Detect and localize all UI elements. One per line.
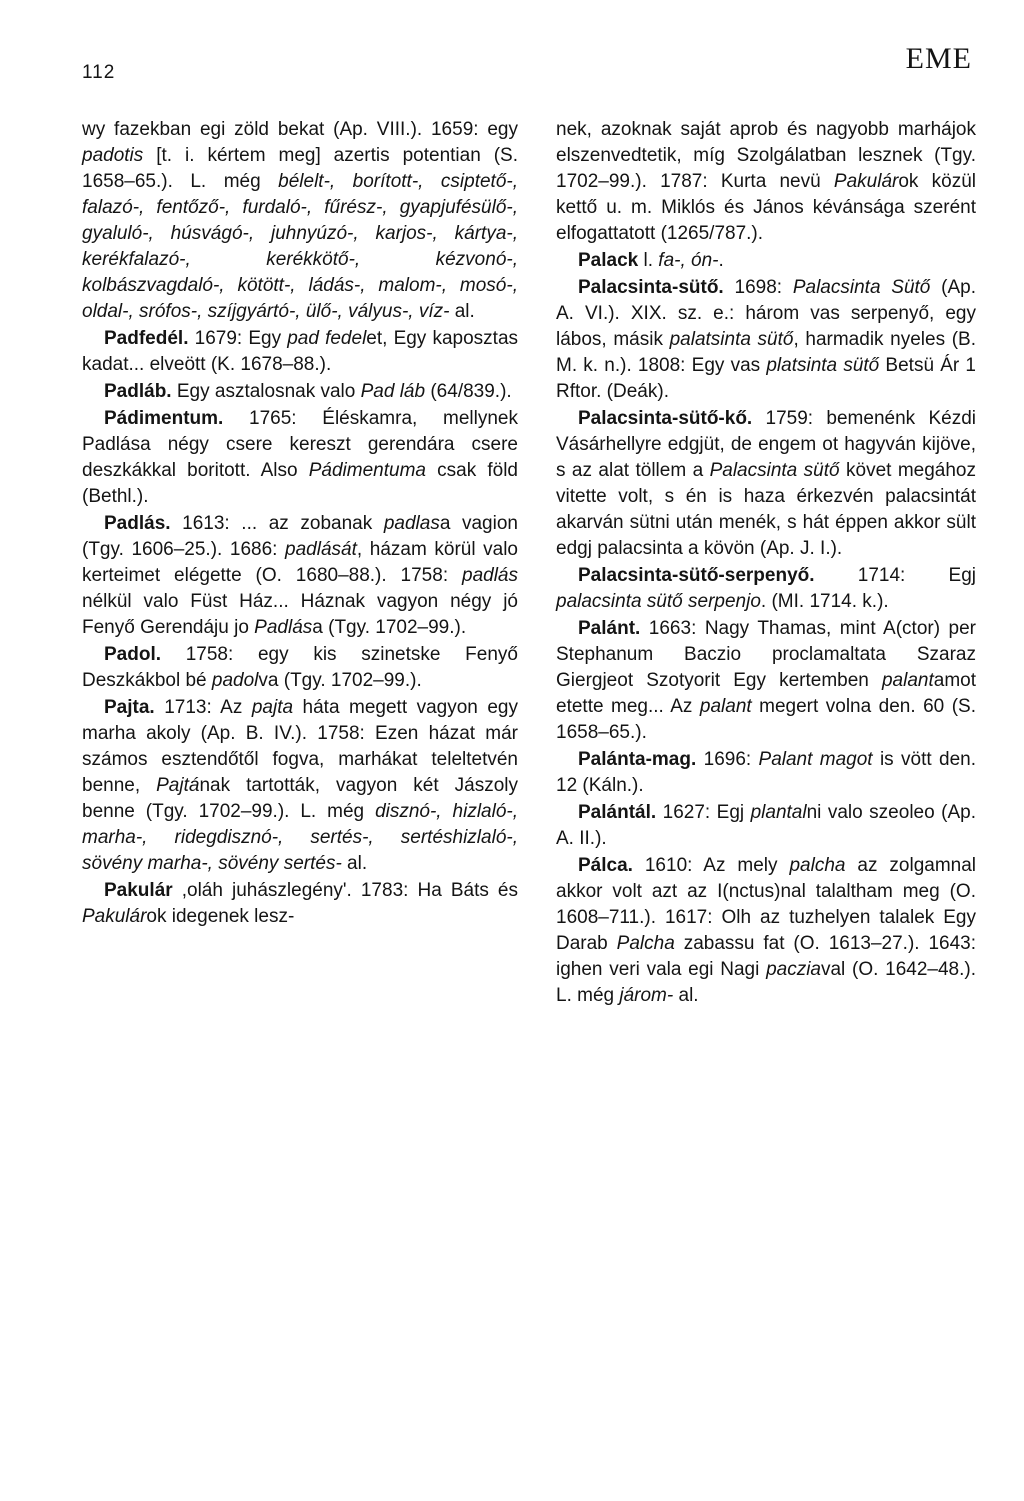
italic-text: Pakulár xyxy=(82,906,147,927)
entry-text: 1758: egy kis szinetske Fenyő Deszkákbol bé xyxy=(82,644,518,691)
entry-headword: Pálca. xyxy=(578,855,633,876)
italic-text: Palacsinta sütő xyxy=(709,460,840,481)
entry-text: 1679: Egy xyxy=(188,328,288,349)
entry-text: val (O. 1642–48.). L. még xyxy=(556,959,976,1006)
entry-text: zabassu fat (O. 1613–27.). 1643: ighen veri vala egi Nagi xyxy=(556,933,977,980)
italic-text: plantal xyxy=(750,802,807,823)
italic-text: Palant magot xyxy=(758,749,873,770)
entry-text: et, Egy kaposztas kadat... elveött (K. 1678–88.). xyxy=(82,328,519,375)
entry-text: ,oláh juhászlegény'. 1783: Ha Báts és xyxy=(172,880,518,901)
page-number: 112 xyxy=(82,62,116,83)
entry-text: Betsü Ár 1 Rftor. (Deák). xyxy=(556,355,976,402)
entry-headword: Pádimentum. xyxy=(104,408,224,429)
entry-text: 1698: xyxy=(723,277,793,298)
italic-text: padlas xyxy=(383,513,440,534)
entry-text: csak föld (Bethl.). xyxy=(82,460,518,507)
entry-text: al. xyxy=(341,853,368,874)
italic-text: palant xyxy=(699,696,752,717)
entry-text: [t. i. kértem meg] azertis potentian (S. 1658–65.). L. még xyxy=(82,145,518,192)
entry-text: a vagion (Tgy. 1606–25.). 1686: xyxy=(82,513,518,560)
italic-text: padlását xyxy=(285,539,357,560)
entry-headword: Padláb. xyxy=(104,381,172,402)
entry-text: is vött den. 12 (Káln.). xyxy=(556,749,976,796)
dictionary-entry xyxy=(556,616,976,746)
running-head: EME xyxy=(905,42,972,75)
entry-text: Egy asztalosnak valo xyxy=(171,381,361,402)
entry-text: . xyxy=(718,250,724,271)
entry-text: a (Tgy. 1702–99.). xyxy=(312,617,467,638)
dictionary-entry xyxy=(82,878,518,930)
entry-text: al. xyxy=(673,985,699,1006)
italic-text: fa-, ón- xyxy=(658,250,719,271)
entry-text: , harmadik nyeles (B. M. k. n.). 1808: Egy vas xyxy=(556,329,977,376)
dictionary-entry xyxy=(556,275,976,405)
italic-text: platsinta sütő xyxy=(766,355,880,376)
entry-text: 1759: bemenénk Kézdi Vásárhellyre edgjüt, de engem ot hagyván kijöve, s az alat töllem a xyxy=(556,408,976,481)
dictionary-entry xyxy=(82,642,518,694)
italic-text: palacsinta sütő serpenjo xyxy=(556,591,761,612)
dictionary-entry xyxy=(82,117,518,325)
italic-text: palatsinta sütő xyxy=(669,329,794,350)
entry-text: 1627: Egj xyxy=(656,802,751,823)
italic-text: padlás xyxy=(462,565,518,586)
italic-text: palant xyxy=(881,670,934,691)
italic-text: Padlás xyxy=(254,617,313,638)
italic-text: palcha xyxy=(789,855,846,876)
dictionary-entry xyxy=(82,406,518,510)
entry-headword: Padlás. xyxy=(104,513,171,534)
italic-text: pajta xyxy=(251,697,294,718)
entry-text: ok idegenek lesz- xyxy=(146,906,295,927)
dictionary-entry xyxy=(82,695,518,877)
entry-text: nélkül valo Füst Ház... Háznak vagyon négy jó Fenyő Gerendáju jo xyxy=(82,591,518,638)
entry-text: 1610: Az mely xyxy=(632,855,790,876)
italic-text: paczia xyxy=(766,959,821,980)
entry-headword: Pajta. xyxy=(104,697,155,718)
entry-headword: Pakulár xyxy=(104,880,173,901)
entry-text: nek, azoknak saját aprob és nagyobb marhájok elszenvedtetik, míg Szolgálatban lesznek (Tgy. 1702–99.). 1787: Kurta nevü xyxy=(556,119,976,192)
entry-text: 1613: ... az zobanak xyxy=(170,513,384,534)
entry-text: va (Tgy. 1702–99.). xyxy=(258,670,422,691)
entry-text: háta megett vagyon egy marha akoly (Ap. B. IV.). 1758: Ezen házat már számos esztendőtől fogva, marhákat teleltetvén benne, xyxy=(82,697,518,796)
entry-text: 1765: Éléskamra, mellynek Padlása négy csere kereszt gerendára csere deszkákkal boritott. Also xyxy=(82,408,518,481)
italic-text: Palcha xyxy=(616,933,675,954)
italic-text: Palacsinta Sütő xyxy=(792,277,931,298)
entry-text: (Ap. A. VI.). XIX. sz. e.: három vas serpenyő, egy lábos, másik xyxy=(556,277,977,350)
dictionary-entry xyxy=(556,406,976,562)
dictionary-entry xyxy=(556,248,976,274)
entry-text: 1714: Egj xyxy=(814,565,976,586)
entry-text: 1663: Nagy Thamas, mint A(ctor) per Stephanum Baczio proclamaltata Szaraz Giergjeot Szotyorit Egy kertemben xyxy=(556,618,976,691)
italic-text: Pakulár xyxy=(833,171,899,192)
entry-headword: Palánt. xyxy=(578,618,641,639)
italic-text: Pad láb xyxy=(360,381,426,402)
entry-headword: Palacsinta-sütő. xyxy=(578,277,724,298)
entry-headword: Palacsinta-sütő-serpenyő. xyxy=(578,565,815,586)
dictionary-entry xyxy=(82,379,518,405)
left-column xyxy=(82,117,518,931)
entry-headword: Padfedél. xyxy=(104,328,189,349)
entry-text: . (MI. 1714. k.). xyxy=(760,591,889,612)
entry-text: az zolgamnal akkor volt azt az I(nctus)nal talaltham meg (O. 1608–711.). 1617: Olh az tuzhelyen talalek Egy Darab xyxy=(556,855,977,954)
entry-text: al. xyxy=(449,301,475,322)
entry-text: l. xyxy=(638,250,659,271)
entry-text: követ megához vitette volt, s én is haza érkezvén palacsintát akarván sütni után menék, s hát éppen akkor sült edgj palacsinta a kövön (Ap. J. I.). xyxy=(556,460,976,559)
right-column xyxy=(556,117,976,1010)
italic-text: járom- xyxy=(619,985,674,1006)
italic-text: padol xyxy=(211,670,259,691)
entry-text: amot etette meg... Az xyxy=(556,670,976,717)
entry-text: wy fazekban egi zöld bekat (Ap. VIII.). 1659: egy xyxy=(82,119,518,140)
dictionary-entry xyxy=(556,563,976,615)
entry-text: , házam körül valo kerteimet elégette (O. 1680–88.). 1758: xyxy=(82,539,519,586)
entry-text: megert volna den. 60 (S. 1658–65.). xyxy=(556,696,976,743)
entry-text: 1713: Az xyxy=(154,697,252,718)
dictionary-entry xyxy=(556,747,976,799)
italic-text: disznó-, hizlaló-, marha-, ridegdisznó-, sertés-, sertéshizlaló-, sövény marha-, sövény sertés- xyxy=(82,801,518,874)
entry-text: 1696: xyxy=(696,749,759,770)
entry-headword: Padol. xyxy=(104,644,162,665)
italic-text: bélelt-, borított-, csiptető-, falazó-, fentőző-, furdaló-, fűrész-, gyapjufésülő-, gyaluló-, húsvágó-, juhnyúzó-, karjos-, kártya-, kerékfalazó-, kerékkötő-, kézvonó-, kolbászvagdaló-, kötött-, ládás-, malom-, mosó-, oldal-, srófos-, szíjgyártó-, ülő-, vályus-, víz- xyxy=(82,171,519,322)
entry-text: ni valo szeoleo (Ap. A. II.). xyxy=(556,802,976,849)
italic-text: Pádimentuma xyxy=(308,460,426,481)
dictionary-entry xyxy=(556,117,976,247)
entry-text: nak tartották, vagyon két Jászoly benne (Tgy. 1702–99.). L. még xyxy=(82,775,518,822)
dictionary-entry xyxy=(556,853,976,1009)
entry-text: ok közül kettő u. m. Miklós és János kévánsága szerént elfogattatott (1265/787.). xyxy=(556,171,976,244)
entry-headword: Palacsinta-sütő-kő. xyxy=(578,408,753,429)
italic-text: pad fedel xyxy=(287,328,367,349)
dictionary-entry xyxy=(82,511,518,641)
italic-text: padotis xyxy=(82,145,144,166)
entry-headword: Palack xyxy=(578,250,639,271)
entry-text: (64/839.). xyxy=(425,381,512,402)
dictionary-entry xyxy=(82,326,518,378)
entry-headword: Palántál. xyxy=(578,802,657,823)
entry-headword: Palánta-mag. xyxy=(578,749,697,770)
dictionary-entry xyxy=(556,800,976,852)
italic-text: Pajtá xyxy=(156,775,200,796)
